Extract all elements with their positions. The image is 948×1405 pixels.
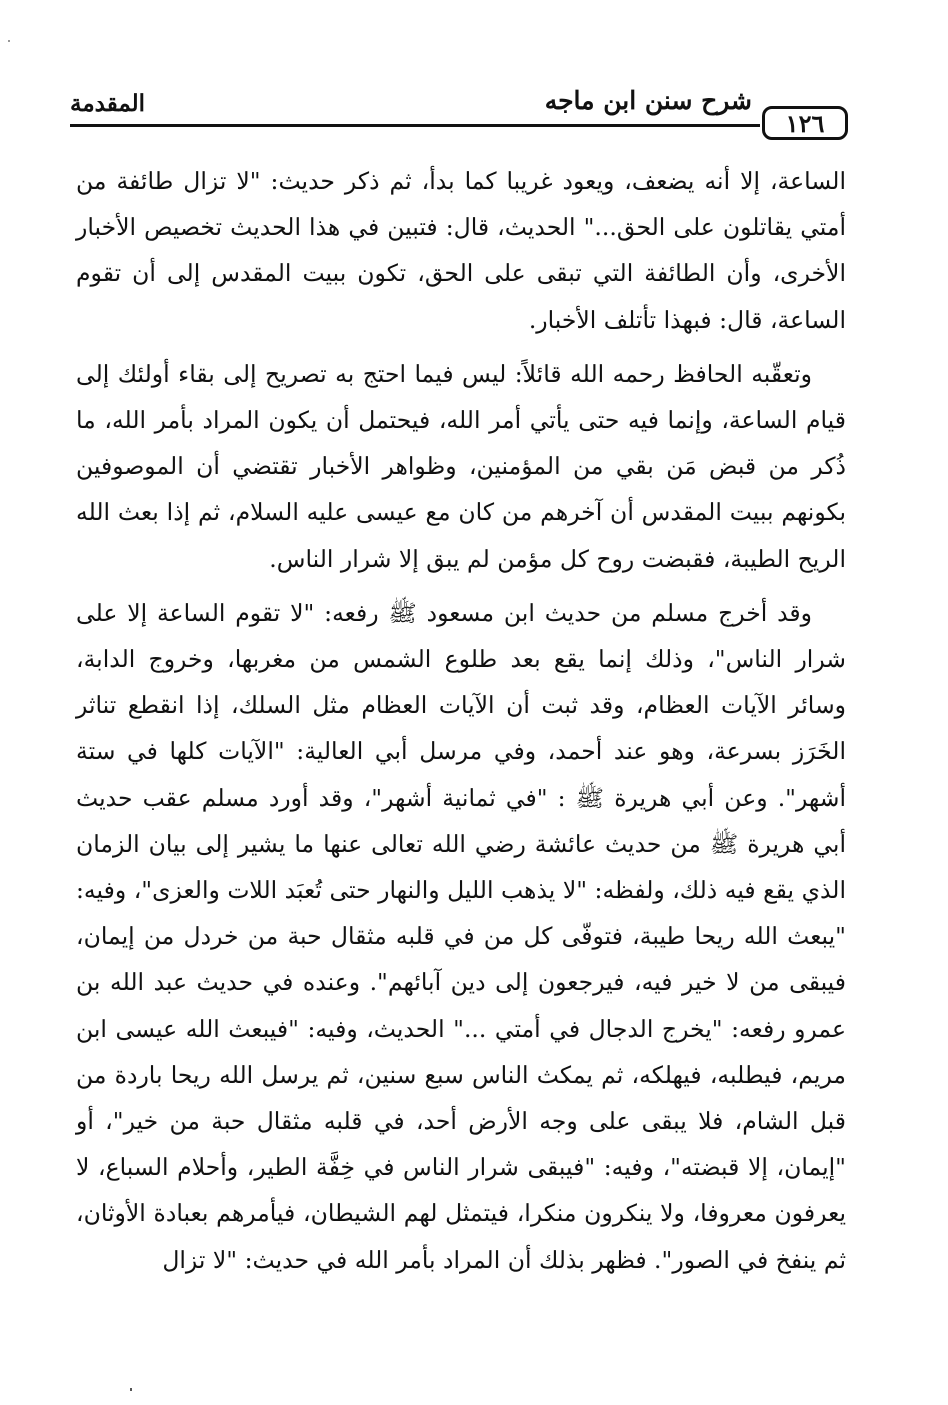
- body-text: [76, 158, 846, 1291]
- paragraph-3: وقد أخرج مسلم من حديث ابن مسعود ﷺ رفعه: "لا تقوم الساعة إلا على شرار الناس"، وذلك إنما يقع بعد طلوع الشمس من مغربها، وخروج الدابة، وسائر الآيات العظام، وقد ثبت أن الآيات العظام مثل السلك، إذا انقطع تناثر الخَرَز بسرعة، وهو عند أحمد، وفي مرسل أبي العالية: "الآيات كلها في ستة أشهر". وعن أبي هريرة ﷺ : "في ثمانية أشهر"، وقد أورد مسلم عقب حديث أبي هريرة ﷺ من حديث عائشة رضي الله تعالى عنها ما يشير إلى بيان الزمان الذي يقع فيه ذلك، ولفظه: "لا يذهب الليل والنهار حتى تُعبَد اللات والعزى"، وفيه: "يبعث الله ريحا طيبة، فتوفّى كل من في قلبه مثقال حبة من خردل من إيمان، فيبقى من لا خير فيه، فيرجعون إلى دين آبائهم". وعنده في حديث عبد الله بن عمرو رفعه: "يخرج الدجال في أمتي ..." الحديث، وفيه: "فيبعث الله عيسى ابن مريم، فيطلبه، فيهلكه، ثم يمكث الناس سبع سنين، ثم يرسل الله ريحا باردة من قبل الشام، فلا يبقى على وجه الأرض أحد، في قلبه مثقال حبة من خير"، أو "إيمان، إلا قبضته"، وفيه: "فيبقى شرار الناس في خِفَّة الطير، وأحلام السباع، لا يعرفون معروفا، ولا ينكرون منكرا، فيتمثل لهم الشيطان، فيأمرهم بعبادة الأوثان، ثم ينفخ في الصور". فظهر بذلك أن المراد بأمر الله في حديث: "لا تزال: [76, 598, 846, 1274]
- book-title: شرح سنن ابن ماجه: [544, 86, 752, 115]
- scan-speck-bottom: [130, 1388, 132, 1391]
- page-number: ١٢٦: [762, 106, 848, 140]
- paragraph-2: وتعقّبه الحافظ رحمه الله قائلاً: ليس فيما احتج به تصريح إلى بقاء أولئك إلى قيام الساعة، وإنما فيه حتى يأتي أمر الله، فيحتمل أن يكون المراد بأمر الله، ما ذُكر من قبض مَن بقي من المؤمنين، وظواهر الأخبار تقتضي أن الموصوفين بكونهم ببيت المقدس أن آخرهم من كان مع عيسى عليه السلام، ثم إذا بعث الله الريح الطيبة، فقبضت روح كل مؤمن لم يبق إلا شرار الناس.: [76, 359, 846, 573]
- scan-speck: [8, 40, 10, 42]
- page-header: [70, 86, 848, 142]
- header-rule: [70, 124, 760, 127]
- paragraph-1: الساعة، إلا أنه يضعف، ويعود غريبا كما بدأ، ثم ذكر حديث: "لا تزال طائفة من أمتي يقاتلون على الحق..." الحديث، قال: فتبين في هذا الحديث تخصيص الأخبار الأخرى، وأن الطائفة التي تبقى على الحق، تكون ببيت المقدس إلى أن تقوم الساعة، قال: فبهذا تأتلف الأخبار.: [76, 167, 846, 334]
- section-title: المقدمة: [70, 90, 146, 117]
